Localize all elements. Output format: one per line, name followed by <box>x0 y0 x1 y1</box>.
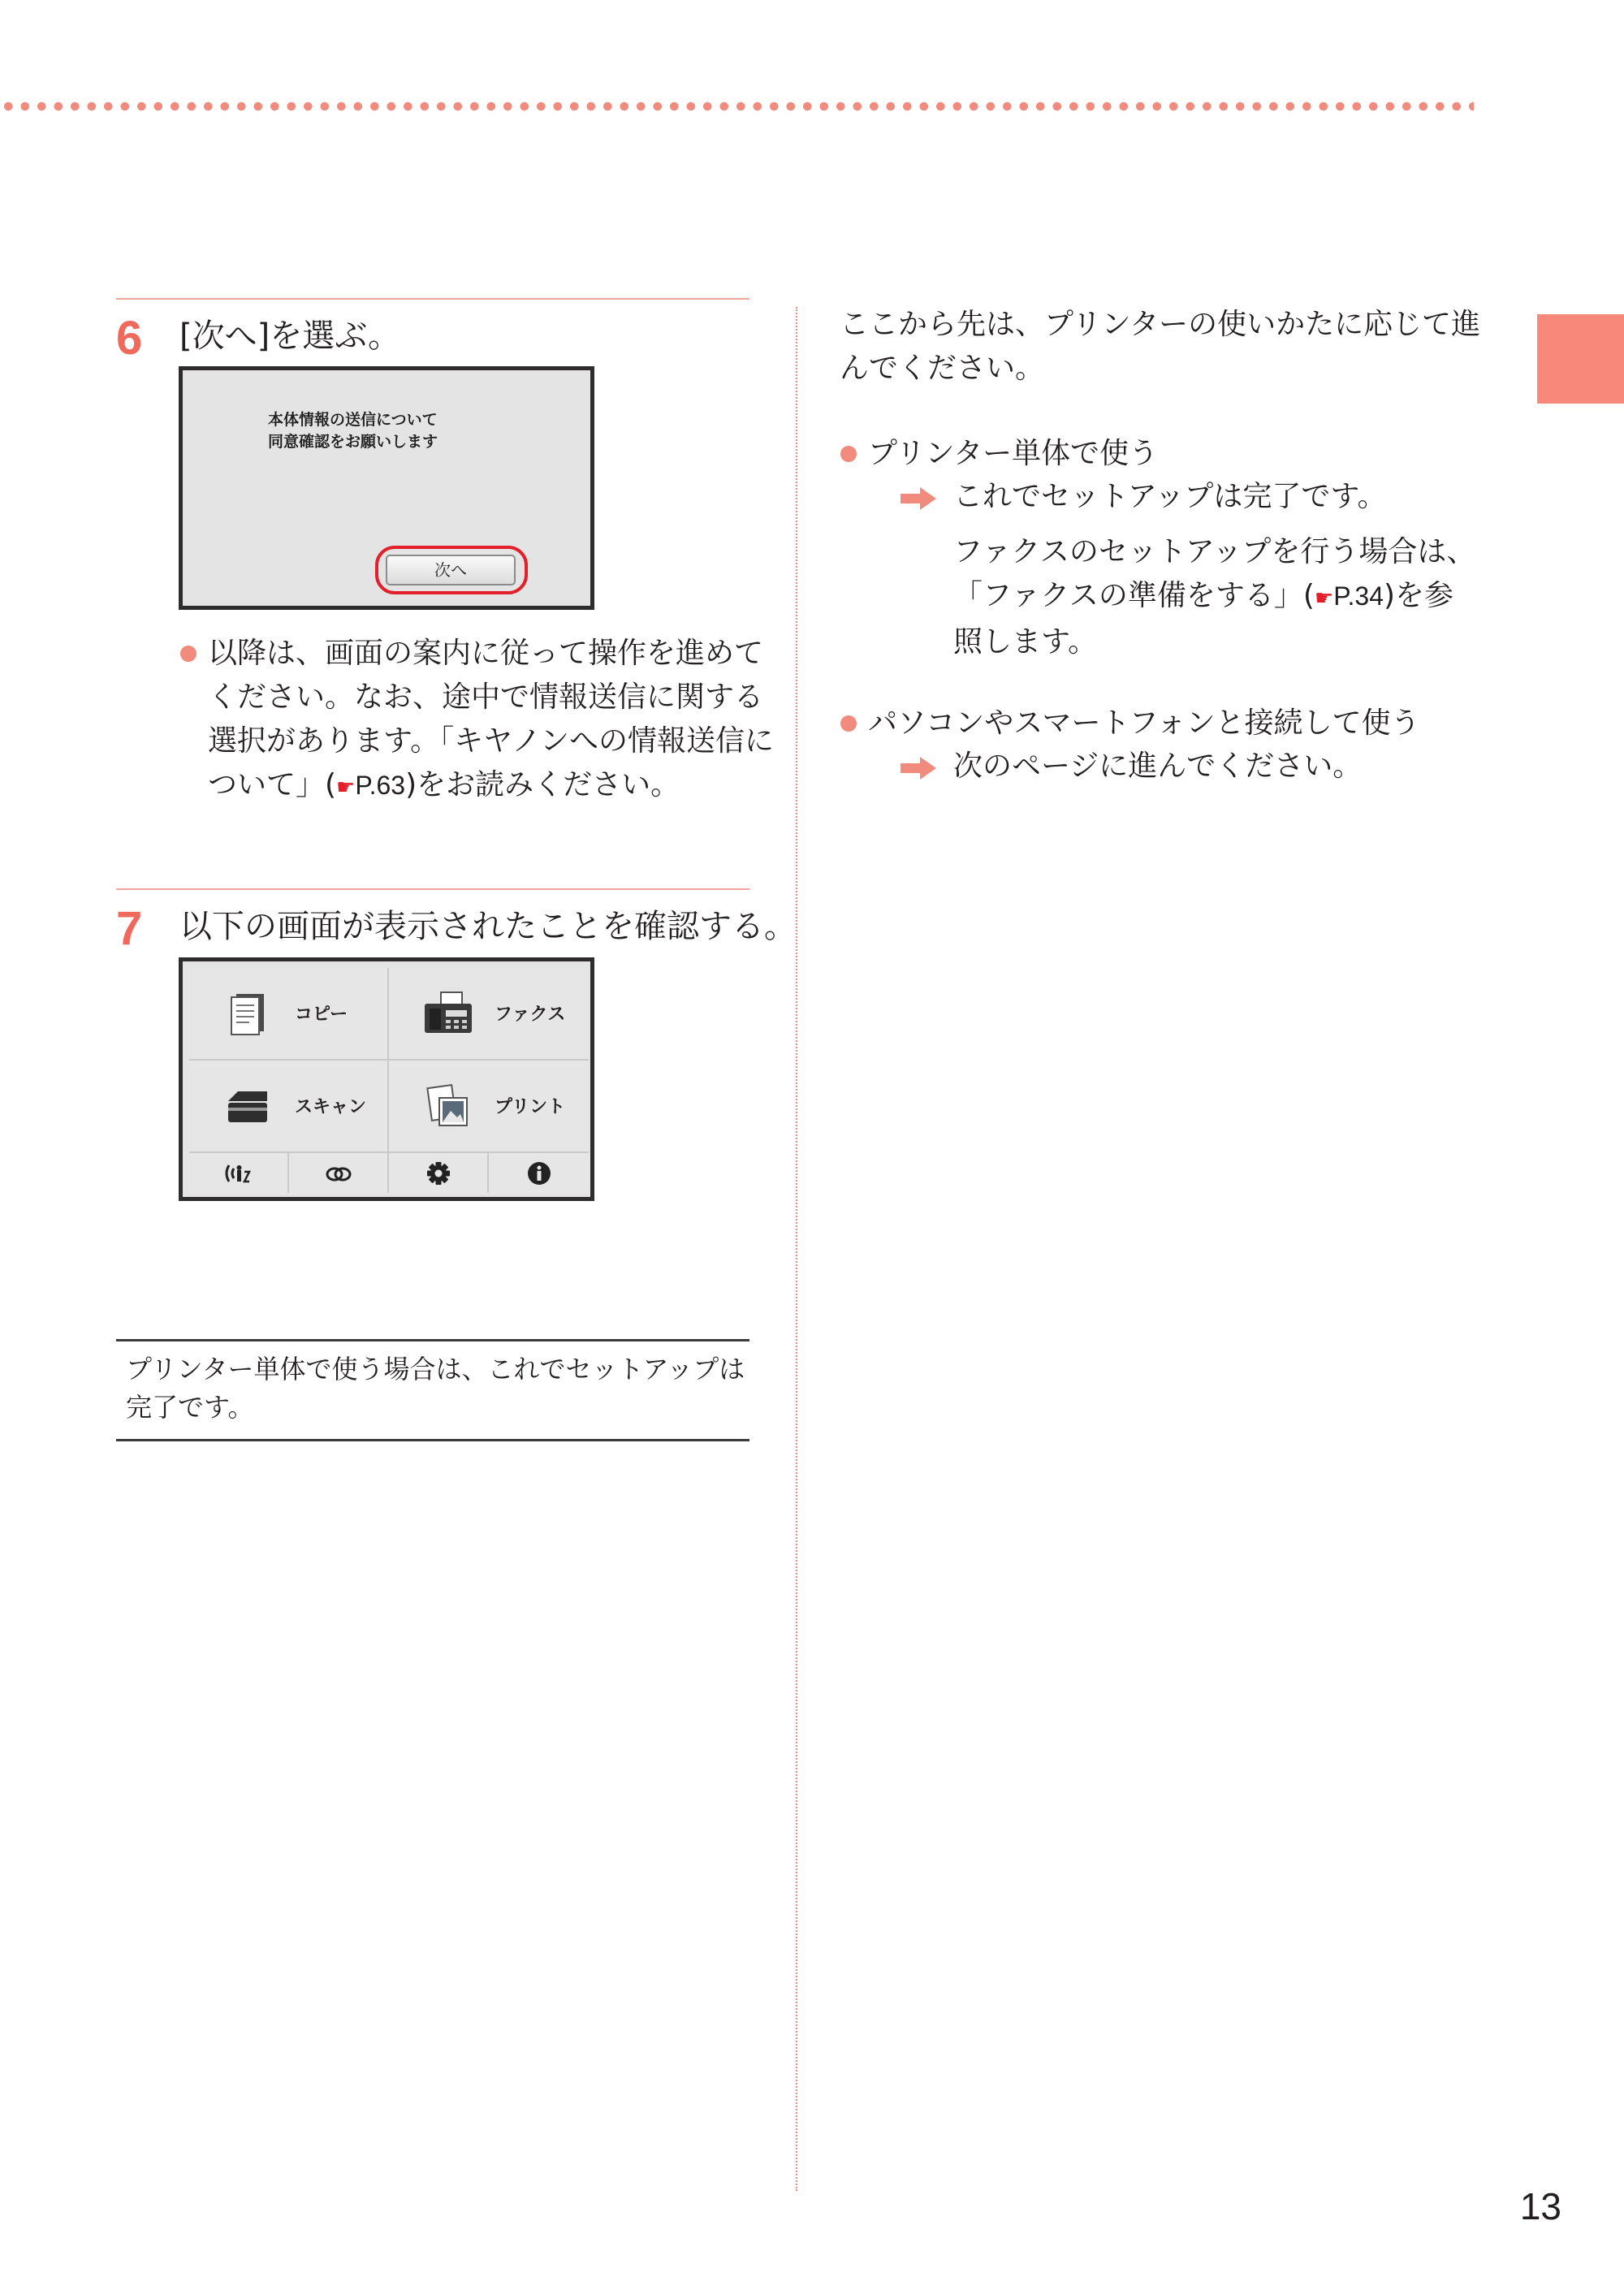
consent-message <box>268 409 438 453</box>
copy-tile[interactable] <box>189 968 389 1061</box>
bullet-dot <box>840 715 857 732</box>
note-line1: プリンター単体で使う場合は、これでセットアップは <box>126 1354 745 1385</box>
consent-screen <box>179 366 594 610</box>
copy-icon <box>222 987 274 1039</box>
step6-bullet-text <box>208 632 774 810</box>
consent-message-line1: 本体情報の送信について <box>268 411 438 429</box>
info-icon <box>525 1160 553 1187</box>
home-menu-grid <box>189 968 590 1193</box>
step7-number: 7 <box>116 902 143 955</box>
text-span: )を参 <box>1383 579 1454 612</box>
step6-bullet-line4 <box>208 763 774 810</box>
text-span: )をお読みください。 <box>405 768 680 801</box>
scan-label: スキャン <box>295 1097 367 1117</box>
step6-rule <box>116 298 749 300</box>
intro-line1: ここから先は、プリンターの使いかたに応じて進 <box>840 308 1481 341</box>
option2-result: 次のページに進んでください。 <box>953 750 1363 783</box>
wireless-icon <box>222 1160 255 1186</box>
step6-bullet-line3: 選択があります。「キヤノンへの情報送信に <box>208 724 774 758</box>
dotted-header-rule <box>0 101 1474 112</box>
note-bottom-rule <box>116 1439 749 1441</box>
settings-button[interactable] <box>389 1153 489 1193</box>
copy-label: コピー <box>295 1004 348 1025</box>
fax-tile[interactable] <box>389 968 589 1061</box>
intro-text <box>840 303 1480 391</box>
bullet-dot <box>180 646 197 662</box>
column-divider <box>796 307 797 2191</box>
bullet-dot <box>840 446 857 462</box>
arrow-right-icon <box>901 757 936 780</box>
step7-title: 以下の画面が表示されたことを確認する。 <box>179 908 797 945</box>
gear-icon <box>424 1159 453 1188</box>
note-top-rule <box>116 1339 749 1341</box>
home-screen <box>179 957 594 1201</box>
connect-button[interactable] <box>289 1153 389 1193</box>
page-reference-link[interactable]: P.63 <box>355 771 406 800</box>
arrow-right-icon <box>901 487 936 510</box>
option1-detail-line2 <box>953 574 1475 620</box>
option1-detail-line3: 照します。 <box>953 625 1098 659</box>
note-line2: 完了です。 <box>126 1392 254 1423</box>
section-tab <box>1537 314 1624 404</box>
step6-title: [次へ]を選ぶ。 <box>179 318 401 355</box>
fax-label: ファクス <box>495 1004 566 1025</box>
page-reference-link[interactable]: P.34 <box>1333 581 1384 611</box>
step6-number: 6 <box>116 312 143 365</box>
scanner-icon <box>222 1080 274 1132</box>
note-text <box>126 1350 745 1427</box>
link-icon <box>322 1160 355 1186</box>
scan-tile[interactable] <box>189 1061 389 1153</box>
print-icon <box>421 1080 473 1132</box>
page-number: 13 <box>1519 2185 1561 2227</box>
print-tile[interactable] <box>389 1061 589 1153</box>
step6-bullet-line2: ください。なお、途中で情報送信に関する <box>208 680 764 714</box>
fax-icon <box>421 987 473 1039</box>
step7-rule <box>116 888 749 890</box>
option1-detail-line1: ファクスのセットアップを行う場合は、 <box>953 535 1476 568</box>
print-label: プリント <box>495 1097 566 1117</box>
pointing-hand-icon: ☛ <box>1314 586 1334 611</box>
info-button[interactable] <box>489 1153 589 1193</box>
option1-detail <box>953 530 1475 664</box>
pointing-hand-icon: ☛ <box>336 775 356 800</box>
step6-bullet-line1: 以降は、画面の案内に従って操作を進めて <box>208 637 764 670</box>
option1-heading: プリンター単体で使う <box>868 437 1159 470</box>
wireless-button[interactable] <box>189 1153 289 1193</box>
option2-heading: パソコンやスマートフォンと接続して使う <box>868 706 1420 740</box>
next-button[interactable]: 次へ <box>386 555 516 585</box>
intro-line2: んでください。 <box>840 352 1045 385</box>
consent-message-line2: 同意確認をお願いします <box>268 433 438 451</box>
text-span: ついて」( <box>208 768 337 801</box>
text-span: 「ファクスの準備をする」( <box>953 579 1315 612</box>
option1-result: これでセットアップは完了です。 <box>953 480 1387 513</box>
home-bottom-bar <box>189 1153 590 1193</box>
